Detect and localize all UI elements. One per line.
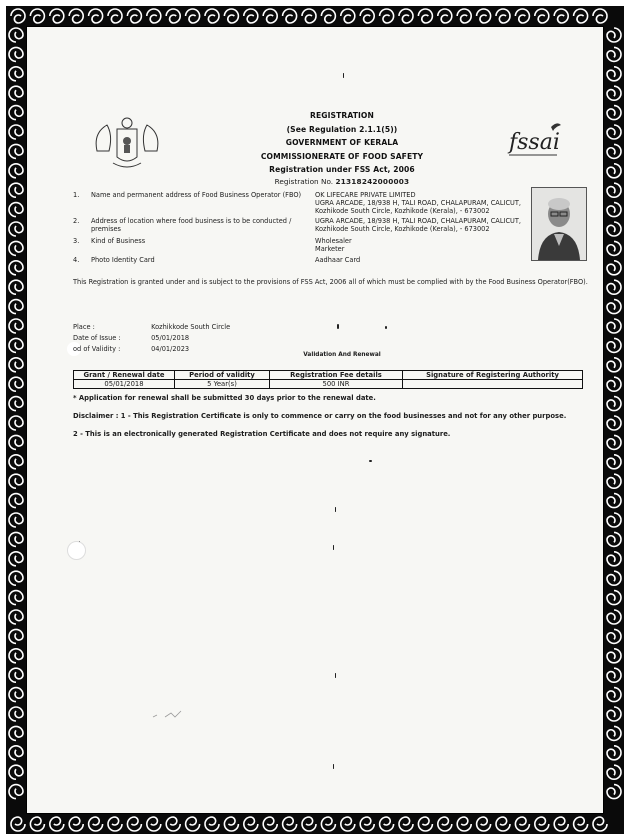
place-row [73, 322, 230, 333]
certificate-content [59, 59, 625, 835]
table-header: Registration Fee details [270, 371, 403, 380]
validation-heading: Validation And Renewal [303, 352, 381, 358]
field-value: Aadhaar Card [315, 256, 361, 264]
field-value: Wholesaler Marketer [315, 237, 352, 254]
table-header: Grant / Renewal date [74, 371, 175, 380]
table-cell: 05/01/2018 [74, 380, 175, 389]
scan-speck [333, 764, 334, 769]
field-number: 2. [73, 217, 80, 225]
punch-hole [67, 541, 86, 560]
scan-speck [333, 545, 334, 550]
field-label: Address of location where food business is to be conducted / premises [91, 217, 292, 234]
field-number: 3. [73, 237, 80, 245]
disclaimer-1: Disclaimer : 1 - This Registration Certificate is only to commence or carry on the food businesses and not for any other purpose. [73, 412, 567, 420]
validation-table [73, 370, 583, 389]
title-government: GOVERNMENT OF KERALA [285, 138, 399, 147]
field-label: Photo Identity Card [91, 256, 155, 264]
renewal-note: * Application for renewal shall be submitted 30 days prior to the renewal date. [73, 394, 376, 402]
person-photo-icon [532, 188, 586, 260]
scan-speck [343, 73, 344, 78]
scan-speck [335, 673, 336, 678]
field-value: OK LIFECARE PRIVATE LIMITED UGRA ARCADE, 18/938 H, TALI ROAD, CHALAPURAM, CALICUT, Kozhikode South Circle, Kozhikode (Kerala), - 673002 [315, 191, 521, 216]
place-label: Place : [73, 323, 95, 331]
operator-photo [531, 187, 587, 261]
table-header: Period of validity [175, 371, 270, 380]
validity-value: 04/01/2023 [151, 345, 190, 353]
issue-date-row [73, 333, 230, 344]
table-header-row [74, 371, 583, 380]
registration-number-value: 21318242000003 [335, 177, 410, 186]
field-row-premises [73, 217, 533, 237]
field-row-business-kind [73, 237, 533, 256]
registration-number-label: Registration No. [274, 177, 334, 186]
table-header: Signature of Registering Authority [403, 371, 583, 380]
issue-date-label: Date of Issue : [73, 334, 121, 342]
field-label: Kind of Business [91, 237, 146, 245]
fssai-logo-text: fssai [509, 130, 560, 155]
title-regulation: (See Regulation 2.1.1(5)) [286, 124, 398, 134]
scan-speck [385, 326, 387, 329]
validity-label: od of Validity : [73, 345, 121, 353]
scan-speck [337, 324, 339, 329]
field-number: 4. [73, 256, 80, 264]
issue-details [73, 322, 230, 355]
certificate-page [26, 26, 604, 814]
scan-speck [335, 507, 336, 512]
title-commissionerate: COMMISSIONERATE OF FOOD SAFETY [260, 151, 424, 161]
table-cell [403, 380, 583, 389]
issue-date-value: 05/01/2018 [151, 334, 190, 342]
scribble-mark [151, 709, 191, 721]
notes [73, 394, 603, 448]
field-number: 1. [73, 191, 80, 199]
registration-terms: This Registration is granted under and is subject to the provisions of FSS Act, 2006 all of which must be complied with by the Food Business Operator(FBO). [73, 278, 588, 286]
fssai-logo [507, 119, 563, 159]
field-value: UGRA ARCADE, 18/938 H, TALI ROAD, CHALAPURAM, CALICUT, Kozhikode South Circle, Kozhikode (Kerala), - 673002 [315, 217, 521, 234]
field-row-photo-id [73, 256, 533, 266]
title-act: Registration under FSS Act, 2006 [269, 165, 415, 174]
disclaimer-2: 2 - This is an electronically generated Registration Certificate and does not require any signature. [73, 430, 451, 438]
place-value: Kozhikkode South Circle [151, 323, 231, 331]
table-cell: 500 INR [270, 380, 403, 389]
registration-number [59, 177, 625, 186]
field-label: Name and permanent address of Food Business Operator (FBO) [91, 191, 302, 199]
scan-speck [369, 460, 372, 462]
title-registration: REGISTRATION [310, 111, 374, 120]
table-row [74, 380, 583, 389]
table-cell: 5 Year(s) [175, 380, 270, 389]
field-row-fbo [73, 191, 533, 217]
registration-fields [73, 191, 533, 266]
